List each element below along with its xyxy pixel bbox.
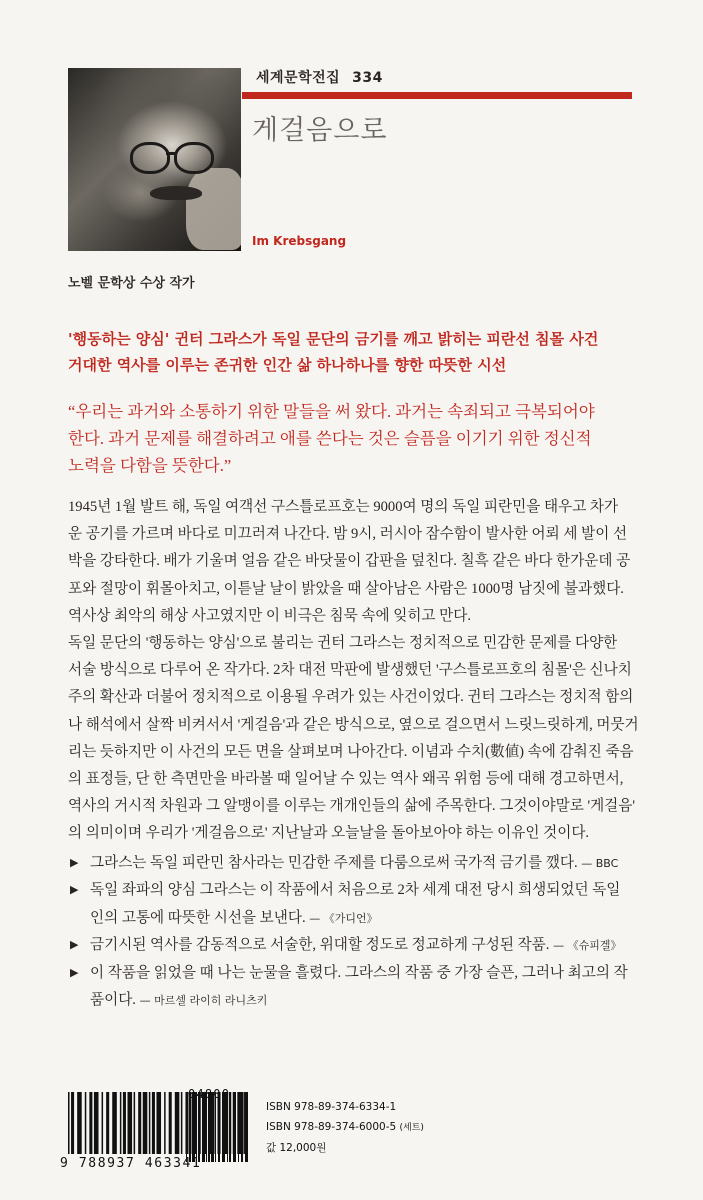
author-quote (68, 398, 638, 479)
barcode-bar (143, 1092, 148, 1154)
barcode-bar (222, 1092, 225, 1162)
photo-glasses-right (174, 142, 214, 174)
photo-hand (186, 168, 241, 250)
isbn-set-label: (세트) (399, 1123, 424, 1133)
barcode-bar (156, 1092, 161, 1154)
review-text: 이 작품을 읽었을 때 나는 눈물을 흘렸다. 그라스의 작품 중 가장 슬픈, 그러나 최고의 작 (90, 964, 628, 981)
isbn-line: ISBN 978-89-374-6334-1 (266, 1101, 397, 1113)
barcode-bar (102, 1092, 104, 1154)
barcode-bar (218, 1092, 220, 1162)
tagline (68, 326, 598, 378)
triangle-bullet-icon: ▶ (70, 939, 79, 952)
barcode-bar (211, 1092, 214, 1162)
triangle-bullet-icon: ▶ (70, 966, 79, 979)
review-source: — 《슈피겔》 (553, 939, 622, 953)
synopsis-line: 서술 방식으로 다루어 온 작가다. 2차 대전 막판에 발생했던 '구스틀로프호의 침몰'은 신나치 (68, 662, 632, 679)
synopsis-line: 주의 확산과 더불어 정치적으로 이용될 우려가 있는 사건이었다. 귄터 그라스는 정치적 함의 (68, 689, 634, 706)
synopsis-line: 역사의 거시적 차원과 그 알맹이를 이루는 개개인들의 삶에 주목한다. 그것이야말로 '게걸음' (68, 798, 636, 815)
photo-glasses-left (130, 142, 170, 174)
barcode-bar (202, 1092, 205, 1162)
barcode-bar (94, 1092, 99, 1154)
barcode-bar (215, 1092, 216, 1162)
series-number: 334 (352, 70, 383, 86)
review-item (68, 960, 640, 1015)
author-photo (68, 68, 241, 251)
synopsis-line: 의 의미이며 우리가 '게걸음으로' 지난날과 오늘날을 돌아보아야 하는 이유인 것이다. (68, 825, 590, 842)
synopsis-line: 운 공기를 가르며 바다로 미끄러져 나간다. 밤 9시, 러시아 잠수함이 발사한 어뢰 세 발이 선 (68, 526, 628, 543)
review-source: — 《가디언》 (309, 911, 378, 925)
quote-line: 한다. 과거 문제를 해결하려고 애를 쓴다는 것은 슬픔을 이기기 위한 정신적 (68, 429, 592, 448)
isbn-line: ISBN 978-89-374-6000-5 (266, 1121, 397, 1133)
synopsis-line: 나 해석에서 살짝 비켜서서 '게걸음'과 같은 방식으로, 옆으로 걸으면서 느릿느릿하게, 머뭇거 (68, 716, 639, 733)
barcode-bar (233, 1092, 236, 1162)
barcode-bar (175, 1092, 180, 1154)
barcode-bar (106, 1092, 109, 1154)
synopsis-line: 박을 강타한다. 배가 기울며 얼음 같은 바닷물이 갑판을 덮친다. 칠흑 같은 바다 한가운데 공 (68, 553, 631, 570)
barcode-bar (71, 1092, 74, 1154)
series-label (256, 67, 383, 87)
synopsis-line: 독일 문단의 '행동하는 양심'으로 불리는 귄터 그라스는 정치적으로 민감한 문제를 다양한 (68, 635, 618, 652)
barcode-bar (77, 1092, 82, 1154)
synopsis-line: 포와 절망이 휘몰아치고, 이튿날 날이 밝았을 때 살아남은 사람은 1000명 남짓에 불과했다. (68, 580, 624, 597)
review-source: — 마르셀 라이히 라니츠키 (139, 994, 268, 1008)
synopsis-line: 리는 듯하지만 이 사건의 모든 면을 살펴보며 나아간다. 이념과 수치(數値) 속에 감춰진 죽음 (68, 743, 634, 760)
original-title: Im Krebsgang (252, 234, 347, 248)
barcode-bar (149, 1092, 151, 1154)
barcode-bar (198, 1092, 200, 1162)
barcode-bar (127, 1092, 132, 1154)
barcode-bar (229, 1092, 231, 1162)
barcode-bar (206, 1092, 207, 1162)
review-item (68, 877, 640, 932)
barcode-bar (192, 1092, 195, 1162)
barcode-bar (85, 1092, 87, 1154)
barcode-bar (186, 1092, 187, 1162)
barcode-bar (138, 1092, 141, 1154)
synopsis-line: 역사상 최악의 해상 사고였지만 이 비극은 침묵 속에 잊히고 만다. (68, 607, 472, 624)
barcode-bar (189, 1092, 191, 1162)
award-label: 노벨 문학상 수상 작가 (68, 276, 195, 291)
isbn-block (266, 1097, 424, 1158)
barcode-bar (89, 1092, 92, 1154)
review-text: 금기시된 역사를 감동적으로 서술한, 위대할 정도로 정교하게 구성된 작품. (90, 937, 550, 954)
triangle-bullet-icon: ▶ (70, 857, 79, 869)
barcode-bar (164, 1092, 166, 1154)
review-text: 인의 고통에 따뜻한 시선을 보낸다. (90, 909, 306, 926)
review-text: 품이다. (90, 992, 136, 1009)
photo-glasses-bridge (166, 152, 176, 155)
barcode-bar (227, 1092, 228, 1162)
quote-line: “우리는 과거와 소통하기 위한 말들을 써 왔다. 과거는 속죄되고 극복되어야 (68, 402, 595, 421)
ean-digits: 9 788937 463341 (60, 1156, 202, 1171)
barcode-bar (120, 1092, 122, 1154)
barcode-bar (241, 1092, 243, 1162)
synopsis (68, 494, 638, 848)
barcode-bar (134, 1092, 136, 1154)
barcode-bar (208, 1092, 210, 1162)
price-label: 값 12,000원 (266, 1142, 327, 1154)
barcode-bar (68, 1092, 70, 1154)
barcode-bar (169, 1092, 172, 1154)
review-item (68, 850, 640, 877)
triangle-bullet-icon: ▶ (70, 884, 79, 897)
review-source: — BBC (581, 857, 619, 870)
barcode-bar (123, 1092, 126, 1154)
tagline-line: 거대한 역사를 이루는 존귀한 인간 삶 하나하나를 향한 따뜻한 시선 (68, 356, 507, 374)
photo-moustache (150, 186, 202, 200)
series-name: 세계문학전집 (256, 70, 341, 86)
review-item (68, 932, 640, 959)
title-rule (242, 92, 632, 99)
barcode-bar (238, 1092, 239, 1162)
barcode-bar (196, 1092, 197, 1162)
review-text: 그라스는 독일 피란민 참사라는 민감한 주제를 다룸으로써 국가적 금기를 깼다. (90, 855, 578, 871)
review-text: 독일 좌파의 양심 그라스는 이 작품에서 처음으로 2차 세계 대전 당시 희생되었던 독일 (90, 882, 621, 899)
quote-line: 노력을 다함을 뜻한다.” (68, 456, 232, 475)
book-title: 게걸음으로 (252, 115, 388, 146)
addon-barcode (186, 1092, 252, 1162)
barcode-bar (112, 1092, 117, 1154)
barcode-bar (152, 1092, 155, 1154)
addon-digits: 04800 (188, 1087, 231, 1101)
review-list (68, 850, 640, 1014)
synopsis-line: 1945년 1월 발트 해, 독일 여객선 구스틀로프호는 9000여 명의 독일 피란민을 태우고 차가 (68, 499, 619, 515)
barcode-bar (245, 1092, 248, 1162)
tagline-line: '행동하는 양심' 귄터 그라스가 독일 문단의 금기를 깨고 밝히는 피란선 침몰 사건 (68, 330, 599, 348)
synopsis-line: 의 표정들, 단 한 측면만을 바라볼 때 일어날 수 있는 역사 왜곡 위험 등에 대해 경고하면서, (68, 771, 624, 788)
barcode-bar (181, 1092, 183, 1154)
